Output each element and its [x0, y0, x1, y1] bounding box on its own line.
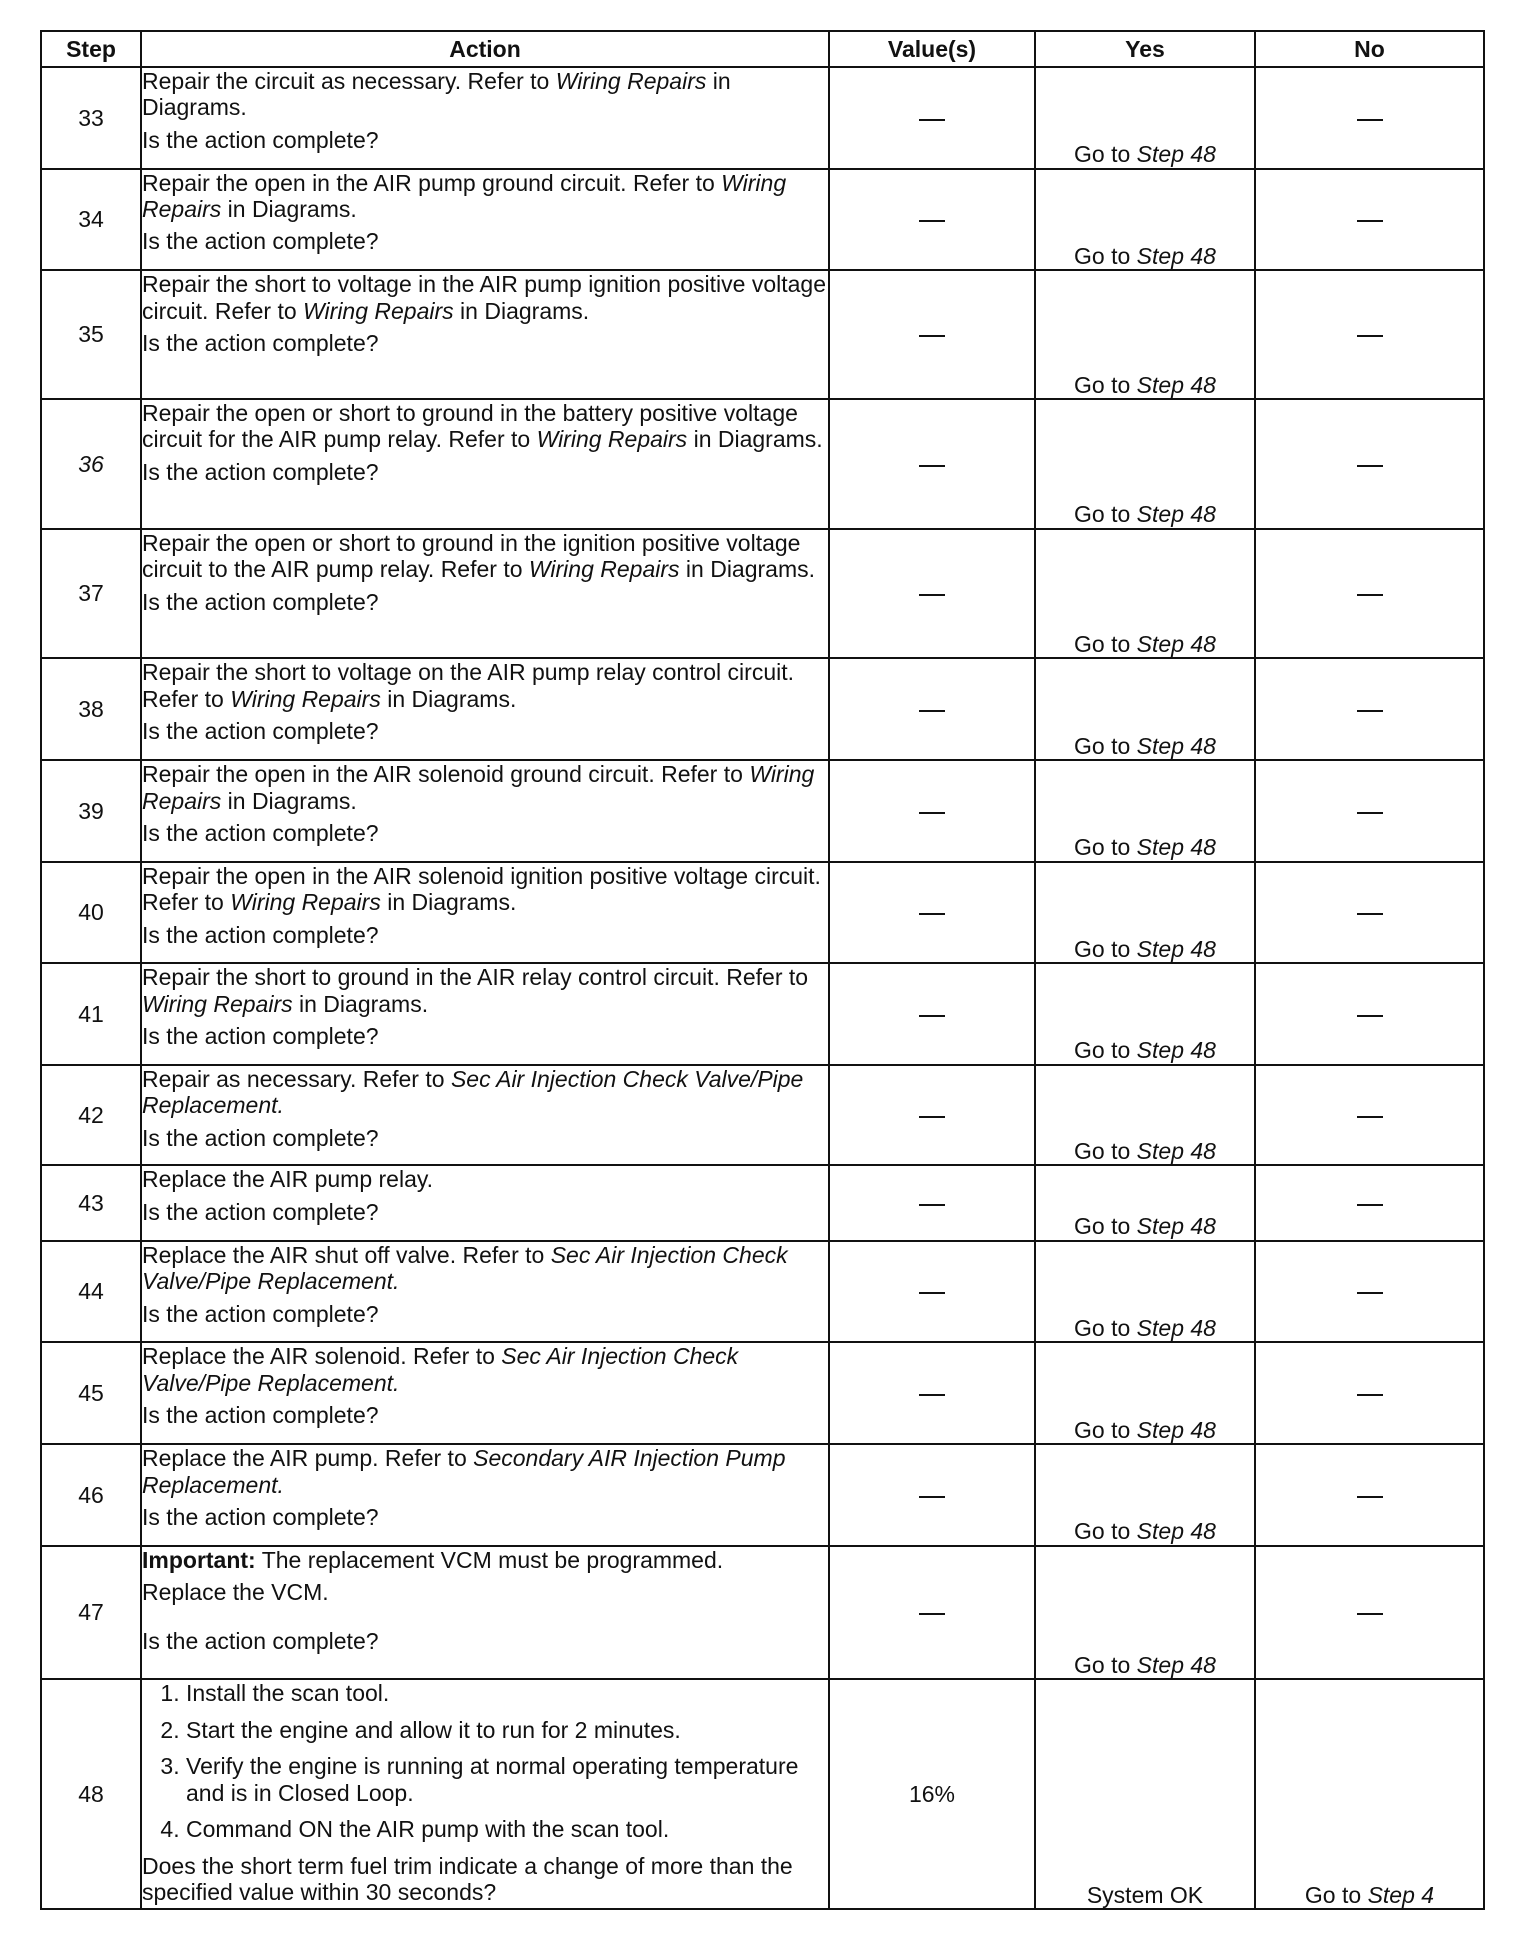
value-cell [829, 862, 1035, 964]
dash-icon [1357, 594, 1383, 596]
dash-icon [1357, 220, 1383, 222]
yes-cell: Go to Step 48 [1035, 1342, 1255, 1444]
action-cell: Replace the AIR pump. Refer to Secondary AIR Injection Pump Replacement. Is the action complete? [141, 1444, 829, 1546]
dash-icon [919, 465, 945, 467]
action-cell: Repair as necessary. Refer to Sec Air Injection Check Valve/Pipe Replacement. Is the action complete? [141, 1065, 829, 1166]
value-cell [829, 169, 1035, 271]
action-cell: Replace the AIR shut off valve. Refer to Sec Air Injection Check Valve/Pipe Replacement. Is the action complete? [141, 1241, 829, 1343]
no-cell [1255, 963, 1484, 1065]
step-number: 38 [41, 658, 141, 760]
header-values: Value(s) [829, 31, 1035, 67]
step-number: 34 [41, 169, 141, 271]
list-item: 3. Verify the engine is running at normal operating temperature and is in Closed Loop. [186, 1753, 828, 1806]
action-question: Is the action complete? [142, 126, 379, 153]
action-cell: Repair the circuit as necessary. Refer to Wiring Repairs in Diagrams. Is the action complete? [141, 67, 829, 169]
action-cell: Repair the short to ground in the AIR relay control circuit. Refer to Wiring Repairs in Diagrams. Is the action complete? [141, 963, 829, 1065]
header-yes: Yes [1035, 31, 1255, 67]
value-cell [829, 1546, 1035, 1680]
dash-icon [919, 1613, 945, 1615]
dash-icon [1357, 465, 1383, 467]
table-row [41, 1165, 1484, 1240]
value-cell: 16% [829, 1679, 1035, 1909]
step-number: 45 [41, 1342, 141, 1444]
no-cell: Go to Step 4 [1255, 1679, 1484, 1909]
yes-cell: Go to Step 48 [1035, 1241, 1255, 1343]
header-row [41, 31, 1484, 67]
table-row [41, 399, 1484, 529]
no-cell [1255, 1444, 1484, 1546]
action-question: Is the action complete? [142, 1627, 379, 1654]
yes-cell: Go to Step 48 [1035, 1165, 1255, 1240]
dash-icon [919, 1204, 945, 1206]
action-question: Is the action complete? [142, 718, 379, 745]
value-cell [829, 1165, 1035, 1240]
action-question: Is the action complete? [142, 588, 379, 615]
table-row [41, 658, 1484, 760]
action-cell: Repair the short to voltage on the AIR pump relay control circuit. Refer to Wiring Repairs in Diagrams. Is the action complete? [141, 658, 829, 760]
action-cell: Replace the AIR solenoid. Refer to Sec Air Injection Check Valve/Pipe Replacement. Is the action complete? [141, 1342, 829, 1444]
action-question: Is the action complete? [142, 228, 379, 255]
value-cell [829, 1444, 1035, 1546]
list-item: 2. Start the engine and allow it to run for 2 minutes. [186, 1717, 828, 1743]
step-number: 43 [41, 1165, 141, 1240]
table-row [41, 1342, 1484, 1444]
step-number: 47 [41, 1546, 141, 1680]
table-row [41, 529, 1484, 659]
dash-icon [1357, 119, 1383, 121]
action-question: Is the action complete? [142, 921, 379, 948]
dash-icon [1357, 1394, 1383, 1396]
dash-icon [1357, 1496, 1383, 1498]
step-number: 44 [41, 1241, 141, 1343]
dash-icon [1357, 1116, 1383, 1118]
action-cell: Repair the short to voltage in the AIR pump ignition positive voltage circuit. Refer to Wiring Repairs in Diagrams. Is the action complete? [141, 270, 829, 399]
dash-icon [919, 710, 945, 712]
dash-icon [919, 1496, 945, 1498]
value-cell [829, 658, 1035, 760]
table-row [41, 760, 1484, 862]
dash-icon [1357, 1613, 1383, 1615]
no-cell [1255, 270, 1484, 399]
yes-cell: Go to Step 48 [1035, 529, 1255, 659]
dash-icon [919, 220, 945, 222]
yes-cell: Go to Step 48 [1035, 1546, 1255, 1680]
important-note: Important: The replacement VCM must be programmed. [142, 1546, 724, 1573]
step-number: 46 [41, 1444, 141, 1546]
value-cell [829, 1342, 1035, 1444]
action-cell: Repair the open in the AIR solenoid ignition positive voltage circuit. Refer to Wiring Repairs in Diagrams. Is the action complete? [141, 862, 829, 964]
dash-icon [919, 594, 945, 596]
value-cell [829, 399, 1035, 529]
value-cell [829, 1241, 1035, 1343]
table-row [41, 169, 1484, 271]
action-cell: Repair the open or short to ground in the ignition positive voltage circuit to the AIR pump relay. Refer to Wiring Repairs in Diagrams. Is the action complete? [141, 529, 829, 659]
step-number: 39 [41, 760, 141, 862]
diagnostic-table [40, 30, 1485, 1910]
yes-cell: Go to Step 48 [1035, 169, 1255, 271]
no-cell [1255, 1546, 1484, 1680]
table-row [41, 270, 1484, 399]
action-cell: Replace the AIR pump relay. Is the action complete? [141, 1165, 829, 1240]
dash-icon [919, 1394, 945, 1396]
table-row [41, 1444, 1484, 1546]
action-cell: Important: The replacement VCM must be programmed. Replace the VCM. Is the action complete? [141, 1546, 829, 1680]
procedure-list [142, 1680, 828, 1842]
value-cell [829, 963, 1035, 1065]
step-number: 40 [41, 862, 141, 964]
table-row [41, 67, 1484, 169]
action-question: Is the action complete? [142, 458, 379, 485]
yes-cell: Go to Step 48 [1035, 1444, 1255, 1546]
action-question: Is the action complete? [142, 1124, 379, 1151]
step-number: 36 [41, 399, 141, 529]
no-cell [1255, 1165, 1484, 1240]
list-item: 4. Command ON the AIR pump with the scan tool. [186, 1816, 828, 1842]
action-cell: Repair the open or short to ground in the battery positive voltage circuit for the AIR pump relay. Refer to Wiring Repairs in Diagrams. Is the action complete? [141, 399, 829, 529]
no-cell [1255, 1241, 1484, 1343]
action-question: Does the short term fuel trim indicate a change of more than the specified value within 30 seconds? [142, 1852, 793, 1906]
action-question: Is the action complete? [142, 1300, 379, 1327]
step-number: 42 [41, 1065, 141, 1166]
table-row [41, 1679, 1484, 1909]
step-number: 37 [41, 529, 141, 659]
dash-icon [919, 119, 945, 121]
step-number: 41 [41, 963, 141, 1065]
no-cell [1255, 67, 1484, 169]
value-cell [829, 760, 1035, 862]
header-action: Action [141, 31, 829, 67]
dash-icon [1357, 1292, 1383, 1294]
step-number: 33 [41, 67, 141, 169]
no-cell [1255, 169, 1484, 271]
action-question: Is the action complete? [142, 1198, 379, 1225]
table-row [41, 1241, 1484, 1343]
table-row [41, 963, 1484, 1065]
action-question: Is the action complete? [142, 1402, 379, 1429]
yes-cell: Go to Step 48 [1035, 270, 1255, 399]
no-cell [1255, 862, 1484, 964]
action-cell: Repair the open in the AIR pump ground circuit. Refer to Wiring Repairs in Diagrams. Is the action complete? [141, 169, 829, 271]
yes-cell: Go to Step 48 [1035, 1065, 1255, 1166]
dash-icon [919, 1292, 945, 1294]
header-no: No [1255, 31, 1484, 67]
dash-icon [1357, 710, 1383, 712]
dash-icon [1357, 1204, 1383, 1206]
action-question: Is the action complete? [142, 1503, 379, 1530]
dash-icon [1357, 1015, 1383, 1017]
value-cell [829, 270, 1035, 399]
no-cell [1255, 760, 1484, 862]
table-row [41, 862, 1484, 964]
header-step: Step [41, 31, 141, 67]
no-cell [1255, 658, 1484, 760]
dash-icon [1357, 913, 1383, 915]
table-row [41, 1065, 1484, 1166]
action-question: Is the action complete? [142, 819, 379, 846]
yes-cell: Go to Step 48 [1035, 399, 1255, 529]
no-cell [1255, 529, 1484, 659]
value-cell [829, 1065, 1035, 1166]
dash-icon [919, 913, 945, 915]
step-number: 35 [41, 270, 141, 399]
dash-icon [1357, 812, 1383, 814]
value-cell [829, 67, 1035, 169]
yes-cell: System OK [1035, 1679, 1255, 1909]
no-cell [1255, 1342, 1484, 1444]
yes-cell: Go to Step 48 [1035, 963, 1255, 1065]
yes-cell: Go to Step 48 [1035, 67, 1255, 169]
no-cell [1255, 1065, 1484, 1166]
action-cell: Repair the open in the AIR solenoid ground circuit. Refer to Wiring Repairs in Diagrams. Is the action complete? [141, 760, 829, 862]
yes-cell: Go to Step 48 [1035, 658, 1255, 760]
yes-cell: Go to Step 48 [1035, 862, 1255, 964]
dash-icon [919, 1015, 945, 1017]
dash-icon [919, 812, 945, 814]
no-cell [1255, 399, 1484, 529]
action-question: Is the action complete? [142, 330, 379, 357]
dash-icon [919, 335, 945, 337]
table-row [41, 1546, 1484, 1680]
action-question: Is the action complete? [142, 1023, 379, 1050]
yes-cell: Go to Step 48 [1035, 760, 1255, 862]
action-cell [141, 1679, 829, 1909]
list-item: 1. Install the scan tool. [186, 1680, 828, 1706]
dash-icon [1357, 335, 1383, 337]
dash-icon [919, 1116, 945, 1118]
value-cell [829, 529, 1035, 659]
step-number: 48 [41, 1679, 141, 1909]
